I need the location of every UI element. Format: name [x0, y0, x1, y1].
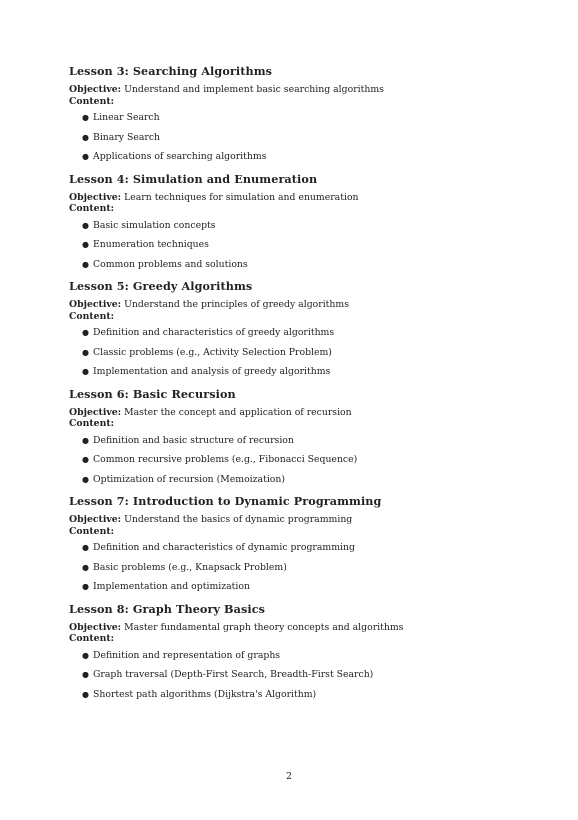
objective-line	[69, 299, 529, 311]
objective-line	[69, 84, 529, 96]
objective-text: Learn techniques for simulation and enumeration	[124, 191, 359, 203]
lesson-title: Lesson 5: Greedy Algorithms	[69, 279, 253, 293]
list-item	[69, 474, 529, 486]
content-line	[69, 633, 529, 645]
objective-line	[69, 514, 529, 526]
objective-text: Master the concept and application of recursion	[124, 406, 352, 418]
list-item-text: Common recursive problems (e.g., Fibonacci Sequence)	[93, 454, 358, 465]
objective-text: Master fundamental graph theory concepts and algorithms	[124, 621, 404, 633]
list-item-text: Classic problems (e.g., Activity Selection Problem)	[93, 346, 332, 358]
list-item-text: Basic simulation concepts	[93, 219, 216, 231]
list-item	[69, 562, 529, 574]
lesson-6	[69, 387, 529, 486]
objective-line	[69, 192, 529, 204]
list-item	[69, 112, 529, 124]
list-item-text: Definition and characteristics of dynamic programming	[93, 542, 355, 553]
objective-text: Understand the basics of dynamic programming	[124, 514, 353, 525]
list-item-text: Implementation and optimization	[93, 581, 250, 592]
list-item-text: Definition and characteristics of greedy algorithms	[93, 327, 335, 338]
page-number: 2	[286, 771, 292, 782]
list-item	[69, 366, 529, 378]
content-list	[69, 650, 529, 701]
objective-label: Objective:	[69, 84, 122, 95]
list-item	[69, 669, 529, 681]
lesson-title: Lesson 6: Basic Recursion	[69, 386, 236, 401]
content-line	[69, 96, 529, 108]
content-label: Content:	[69, 95, 115, 107]
list-item-text: Optimization of recursion (Memoization)	[93, 473, 286, 485]
content-line	[69, 203, 529, 215]
lesson-8	[69, 602, 529, 701]
list-item	[69, 220, 529, 232]
list-item-text: Applications of searching algorithms	[93, 151, 267, 162]
bullet-icon: ●	[82, 220, 89, 230]
objective-line	[69, 622, 529, 634]
objective-label: Objective:	[69, 299, 122, 310]
lesson-title: Lesson 7: Introduction to Dynamic Programming	[69, 494, 382, 508]
list-item	[69, 239, 529, 251]
objective-text: Understand and implement basic searching algorithms	[124, 84, 384, 95]
content-label: Content:	[69, 203, 115, 214]
content-list	[69, 542, 529, 593]
list-item-text: Common problems and solutions	[93, 258, 248, 270]
content-label: Content:	[69, 525, 115, 537]
lesson-5	[69, 279, 529, 378]
content-label: Content:	[69, 310, 115, 322]
bullet-icon: ●	[82, 670, 89, 679]
lesson-7	[69, 494, 529, 593]
list-item	[69, 151, 529, 163]
lesson-4	[69, 172, 529, 271]
bullet-icon: ●	[82, 562, 89, 572]
content-line	[69, 418, 529, 430]
bullet-icon: ●	[82, 328, 89, 337]
objective-label: Objective:	[69, 514, 122, 525]
bullet-icon: ●	[82, 474, 89, 484]
list-item-text: Binary Search	[93, 131, 161, 143]
bullet-icon: ●	[82, 650, 89, 660]
content-list	[69, 112, 529, 163]
objective-text: Understand the principles of greedy algorithms	[124, 299, 349, 310]
list-item-text: Graph traversal (Depth-First Search, Breadth-First Search)	[93, 669, 374, 680]
bullet-icon: ●	[82, 689, 89, 699]
bullet-icon: ●	[82, 455, 89, 464]
list-item	[69, 327, 529, 339]
bullet-icon: ●	[82, 582, 89, 591]
list-item	[69, 454, 529, 466]
list-item	[69, 689, 529, 701]
list-item-text: Linear Search	[93, 112, 160, 123]
bullet-icon: ●	[82, 435, 89, 445]
list-item	[69, 542, 529, 554]
list-item-text: Enumeration techniques	[93, 239, 209, 250]
bullet-icon: ●	[82, 152, 89, 161]
list-item-text: Implementation and analysis of greedy algorithms	[93, 366, 331, 377]
content-list	[69, 220, 529, 271]
list-item	[69, 581, 529, 593]
bullet-icon: ●	[82, 347, 89, 357]
objective-line	[69, 407, 529, 419]
bullet-icon: ●	[82, 240, 89, 249]
objective-label: Objective:	[69, 191, 122, 203]
list-item-text: Definition and basic structure of recursion	[93, 434, 294, 446]
list-item	[69, 259, 529, 271]
document-page	[69, 64, 529, 709]
bullet-icon: ●	[82, 259, 89, 269]
content-line	[69, 311, 529, 323]
list-item	[69, 347, 529, 359]
list-item	[69, 435, 529, 447]
content-list	[69, 435, 529, 486]
bullet-icon: ●	[82, 543, 89, 552]
list-item-text: Definition and representation of graphs	[93, 649, 281, 661]
list-item-text: Shortest path algorithms (Dijkstra's Algorithm)	[93, 688, 317, 700]
content-label: Content:	[69, 633, 115, 644]
list-item-text: Basic problems (e.g., Knapsack Problem)	[93, 561, 287, 573]
bullet-icon: ●	[82, 367, 89, 376]
list-item	[69, 132, 529, 144]
list-item	[69, 650, 529, 662]
lesson-3	[69, 64, 529, 163]
objective-label: Objective:	[69, 621, 122, 633]
bullet-icon: ●	[82, 113, 89, 122]
objective-label: Objective:	[69, 406, 122, 418]
lesson-title: Lesson 3: Searching Algorithms	[69, 64, 273, 78]
lesson-title: Lesson 4: Simulation and Enumeration	[69, 171, 318, 186]
content-line	[69, 526, 529, 538]
lesson-title: Lesson 8: Graph Theory Basics	[69, 601, 266, 616]
content-list	[69, 327, 529, 378]
content-label: Content:	[69, 418, 115, 429]
bullet-icon: ●	[82, 132, 89, 142]
